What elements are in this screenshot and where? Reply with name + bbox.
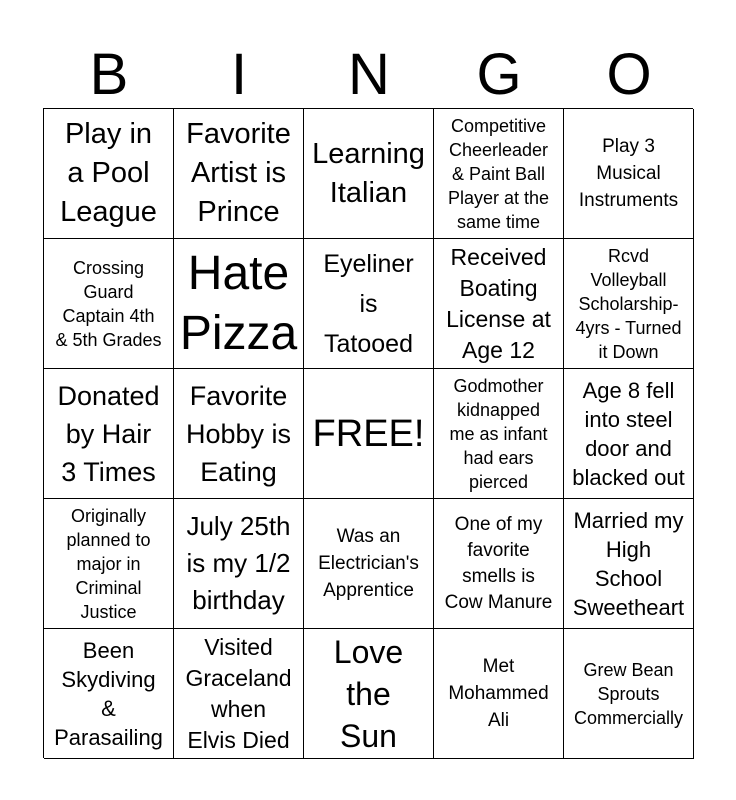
bingo-cell-b1[interactable] <box>44 109 174 239</box>
bingo-cell-o1[interactable] <box>564 109 694 239</box>
bingo-cell-g4[interactable] <box>434 499 564 629</box>
cell-text: Hate Pizza <box>179 246 298 360</box>
bingo-cell-b4[interactable] <box>44 499 174 629</box>
cell-text: Age 8 fell into steel door and blacked out <box>572 377 685 490</box>
bingo-cell-i3[interactable] <box>174 369 304 499</box>
cell-text: Competitive Cheerleader & Paint Ball Player at the same time <box>447 115 550 232</box>
header-letter-o: O <box>606 42 652 107</box>
bingo-cell-o5[interactable] <box>564 629 694 759</box>
cell-text: Grew Bean Sprouts Commercially <box>573 659 683 728</box>
bingo-cell-o3[interactable] <box>564 369 694 499</box>
bingo-cell-o2[interactable] <box>564 239 694 369</box>
bingo-cell-b3[interactable] <box>44 369 174 499</box>
bingo-cell-g1[interactable] <box>434 109 564 239</box>
free-space-text: FREE! <box>312 412 425 455</box>
bingo-cell-i2[interactable] <box>174 239 304 369</box>
cell-text: Favorite Artist is Prince <box>186 118 291 228</box>
cell-text: Received Boating License at Age 12 <box>446 243 551 363</box>
cell-text: Met Mohammed Ali <box>448 656 549 731</box>
cell-text: Rcvd Volleyball Scholarship- 4yrs - Turned it Down <box>575 245 682 362</box>
cell-text: Love the Sun <box>333 633 404 754</box>
bingo-board <box>43 108 693 758</box>
bingo-cell-g5[interactable] <box>434 629 564 759</box>
cell-text: Play in a Pool League <box>60 118 157 228</box>
cell-text: Visited Graceland when Elvis Died <box>185 633 292 753</box>
bingo-cell-b5[interactable] <box>44 629 174 759</box>
cell-text: Godmother kidnapped me as infant had ears pierced <box>449 375 548 492</box>
cell-text: Play 3 Musical Instruments <box>578 136 679 211</box>
cell-text: Eyeliner is Tatooed <box>323 249 414 358</box>
header-letter-i: I <box>230 42 248 107</box>
cell-text: Originally planned to major in Criminal Justice <box>66 505 151 622</box>
cell-text: Been Skydiving & Parasailing <box>54 637 163 750</box>
bingo-cell-i4[interactable] <box>174 499 304 629</box>
cell-text: Donated by Hair 3 Times <box>57 380 160 487</box>
bingo-cell-n1[interactable] <box>304 109 434 239</box>
cell-text: July 25th is my 1/2 birthday <box>186 511 291 615</box>
cell-text: Crossing Guard Captain 4th & 5th Grades <box>55 257 162 350</box>
cell-text: One of my favorite smells is Cow Manure <box>444 513 553 613</box>
cell-text: Learning Italian <box>312 137 425 209</box>
bingo-cell-n2[interactable] <box>304 239 434 369</box>
bingo-cell-n4[interactable] <box>304 499 434 629</box>
bingo-cell-b2[interactable] <box>44 239 174 369</box>
cell-text: Was an Electrician's Apprentice <box>318 526 419 601</box>
bingo-cell-g2[interactable] <box>434 239 564 369</box>
bingo-header <box>44 42 694 108</box>
header-letter-g: G <box>476 42 522 107</box>
bingo-cell-o4[interactable] <box>564 499 694 629</box>
cell-text: Favorite Hobby is Eating <box>185 380 292 487</box>
header-letter-n: N <box>348 42 390 107</box>
bingo-cell-i5[interactable] <box>174 629 304 759</box>
header-letter-b: B <box>89 42 129 107</box>
cell-text: Married my High School Sweetheart <box>572 507 685 620</box>
bingo-cell-i1[interactable] <box>174 109 304 239</box>
bingo-cell-g3[interactable] <box>434 369 564 499</box>
bingo-cell-n5[interactable] <box>304 629 434 759</box>
bingo-cell-free[interactable] <box>304 369 434 499</box>
